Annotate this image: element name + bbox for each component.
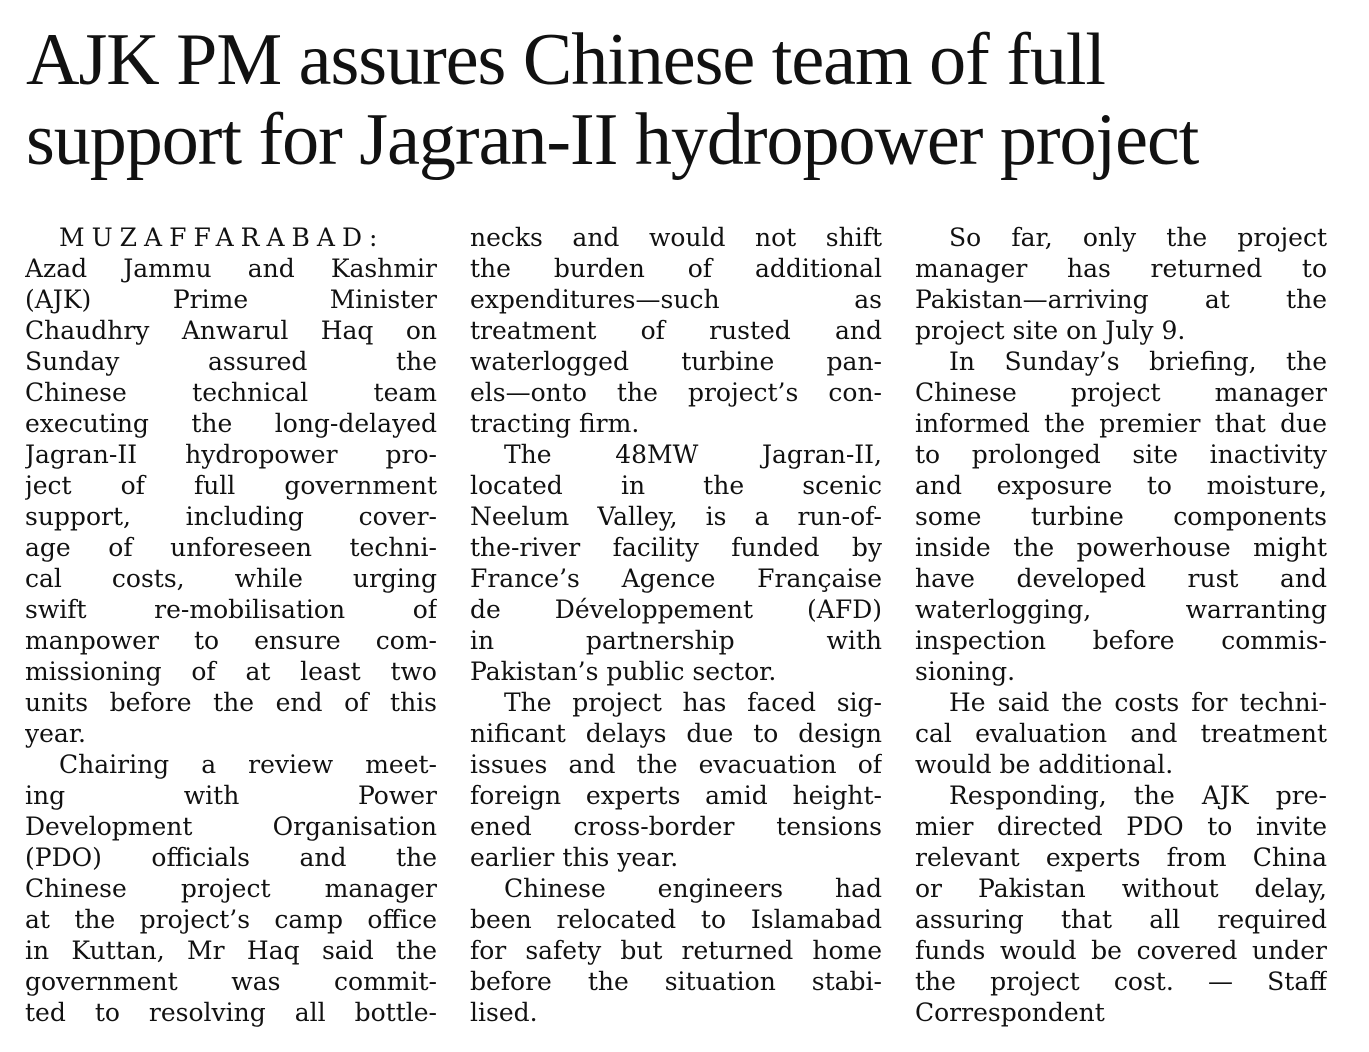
text-line: the burden of additional (470, 254, 882, 283)
text-line: Chinese technical team (25, 378, 437, 407)
text-line: sioning. (915, 657, 1016, 686)
text-line: Correspondent (915, 998, 1105, 1027)
text-line: necks and would not shift (470, 223, 882, 252)
text-line: Responding, the AJK pre- (949, 781, 1327, 810)
text-line: France’s Agence Française (470, 564, 882, 593)
text-line: mier directed PDO to invite (915, 812, 1327, 841)
text-line: tracting firm. (470, 409, 640, 438)
text-line: ened cross-border tensions (470, 812, 882, 841)
text-line: foreign experts amid height- (470, 781, 882, 810)
text-line: cal costs, while urging (25, 564, 437, 593)
text-line: support, including cover- (25, 502, 437, 531)
text-line: In Sunday’s briefing, the (949, 347, 1327, 376)
text-line: (PDO) officials and the (25, 843, 437, 872)
text-line: Development Organisation (25, 812, 437, 841)
text-line: government was commit- (25, 967, 437, 996)
text-line: ject of full government (25, 471, 437, 500)
text-line: Chairing a review meet- (59, 750, 437, 779)
headline (26, 20, 1346, 180)
text-line: assuring that all required (915, 905, 1327, 934)
text-line: have developed rust and (915, 564, 1327, 593)
text-line: missioning of at least two (25, 657, 437, 686)
text-line: informed the premier that due (915, 409, 1327, 438)
text-line: Chinese project manager (915, 378, 1327, 407)
text-line: inside the powerhouse might (915, 533, 1327, 562)
text-line: relevant experts from China (915, 843, 1327, 872)
text-line: Chaudhry Anwarul Haq on (25, 316, 437, 345)
text-line: waterlogged turbine pan- (470, 347, 882, 376)
article-column-3 (915, 222, 1327, 1028)
text-line: (AJK) Prime Minister (25, 285, 437, 314)
article-column-1 (25, 222, 437, 1028)
text-line: earlier this year. (470, 843, 679, 872)
text-line: Pakistan’s public sector. (470, 657, 777, 686)
headline-line-1: AJK PM assures Chinese team of full (26, 19, 1105, 101)
text-line: Chinese project manager (25, 874, 437, 903)
text-line: and exposure to moisture, (915, 471, 1327, 500)
text-line: at the project’s camp office (25, 905, 437, 934)
text-line: age of unforeseen techni- (25, 533, 437, 562)
text-line: The 48MW Jagran-II, (504, 440, 882, 469)
text-line: some turbine components (915, 502, 1327, 531)
text-line: before the situation stabi- (470, 967, 882, 996)
text-line: manpower to ensure com- (25, 626, 437, 655)
text-line: waterlogging, warranting (915, 595, 1327, 624)
text-line: been relocated to Islamabad (470, 905, 882, 934)
text-line: in Kuttan, Mr Haq said the (25, 936, 437, 965)
text-line: Neelum Valley, is a run-of- (470, 502, 882, 531)
text-line: de Développement (AFD) (470, 595, 882, 624)
text-line: treatment of rusted and (470, 316, 882, 345)
text-line: inspection before commis- (915, 626, 1327, 655)
text-line: swift re-mobilisation of (25, 595, 437, 624)
text-line: cal evaluation and treatment (915, 719, 1327, 748)
text-line: lised. (470, 998, 538, 1027)
text-line: Sunday assured the (25, 347, 437, 376)
article-column-2 (470, 222, 882, 1028)
text-line: So far, only the project (949, 223, 1327, 252)
text-line: the-river facility funded by (470, 533, 882, 562)
text-line: in partnership with (470, 626, 882, 655)
text-line: project site on July 9. (915, 316, 1186, 345)
text-line: ing with Power (25, 781, 437, 810)
text-line: The project has faced sig- (504, 688, 882, 717)
text-line: He said the costs for techni- (949, 688, 1327, 717)
text-line: funds would be covered under (915, 936, 1327, 965)
text-line: nificant delays due to design (470, 719, 882, 748)
text-line: Jagran-II hydropower pro- (25, 440, 437, 469)
text-line: would be additional. (915, 750, 1174, 779)
text-line: for safety but returned home (470, 936, 882, 965)
text-line: Azad Jammu and Kashmir (25, 254, 437, 283)
text-line: year. (25, 719, 86, 748)
text-line: manager has returned to (915, 254, 1327, 283)
text-line: Pakistan—arriving at the (915, 285, 1327, 314)
text-line: els—onto the project’s con- (470, 378, 882, 407)
text-line: or Pakistan without delay, (915, 874, 1327, 903)
text-line: issues and the evacuation of (470, 750, 882, 779)
text-line: units before the end of this (25, 688, 437, 717)
text-line: Chinese engineers had (504, 874, 882, 903)
dateline: MUZAFFARABAD: (59, 223, 385, 252)
text-line: the project cost. — Staff (915, 967, 1327, 996)
text-line: to prolonged site inactivity (915, 440, 1327, 469)
headline-line-2: support for Jagran-II hydropower project (26, 99, 1199, 181)
text-line: ted to resolving all bottle- (25, 998, 437, 1027)
text-line: located in the scenic (470, 471, 882, 500)
text-line: expenditures—such as (470, 285, 882, 314)
text-line: executing the long-delayed (25, 409, 437, 438)
